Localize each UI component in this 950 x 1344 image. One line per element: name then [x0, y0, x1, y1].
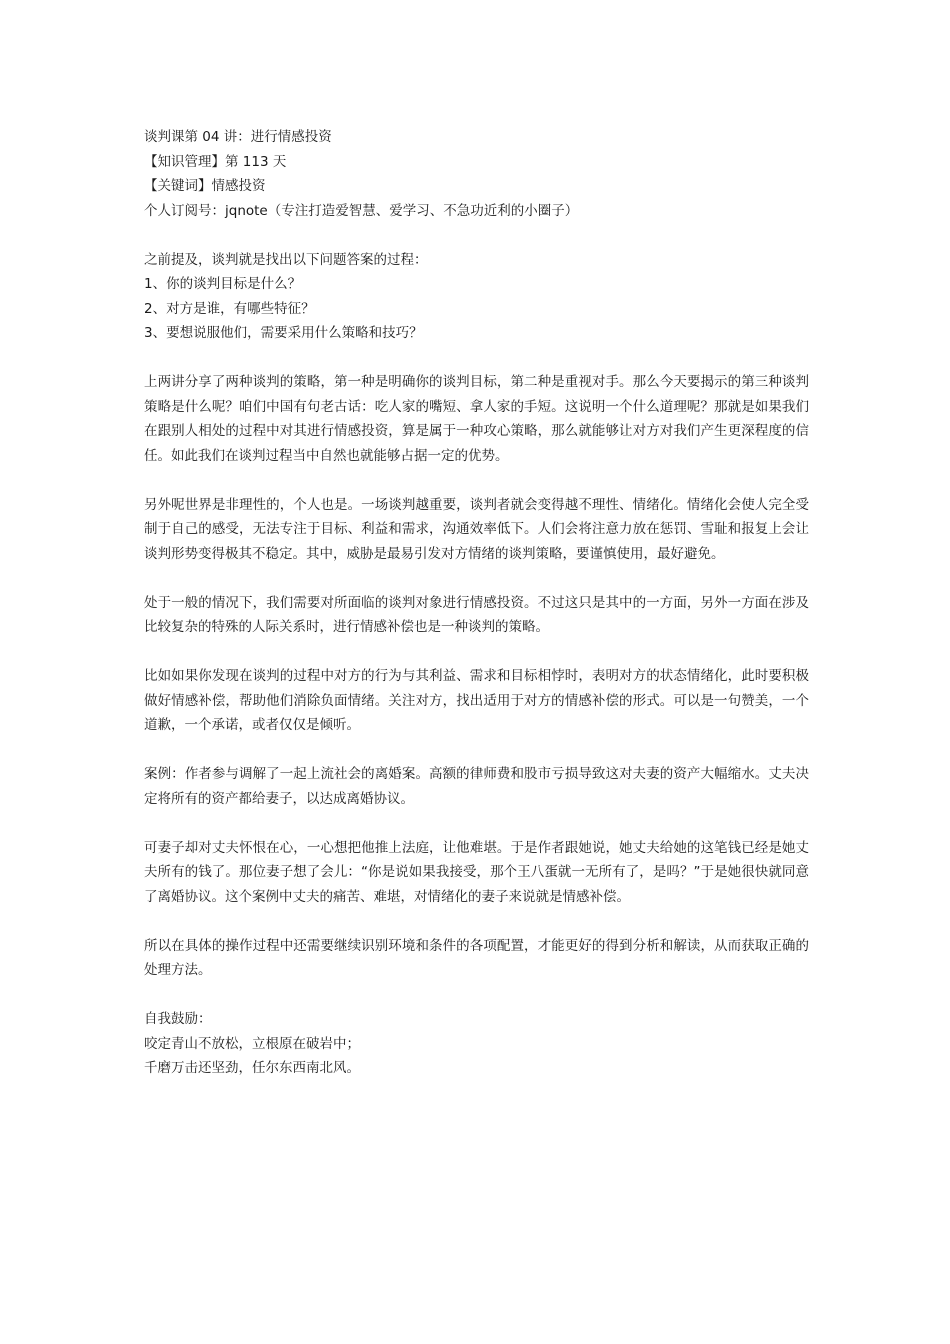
paragraph-strategy: 上两讲分享了两种谈判的策略，第一种是明确你的谈判目标，第二种是重视对手。那么今天要揭示的第三种谈判策略是什么呢？咱们中国有句老古话：吃人家的嘴短、拿人家的手短。这说明一个什么道理呢？那就是如果我们在跟别人相处的过程中对其进行情感投资，算是属于一种攻心策略，那么就能够让对方对我们产生更深程度的信任。如此我们在谈判过程当中自然也就能够占据一定的优势。 [144, 374, 809, 464]
document-header [144, 125, 809, 223]
motto-line: 千磨万击还坚劲，任尔东西南北风。 [144, 1060, 360, 1076]
motto-heading: 自我鼓励： [144, 1011, 212, 1027]
question-item: 3、要想说服他们，需要采用什么策略和技巧？ [144, 325, 423, 341]
question-item: 2、对方是谁，有哪些特征？ [144, 300, 315, 317]
keyword-line: 【关键词】情感投资 [144, 178, 266, 194]
knowledge-day: 【知识管理】第 113 天 [144, 153, 287, 170]
document-title: 谈判课第 04 讲：进行情感投资 [144, 129, 332, 145]
intro-section [144, 248, 809, 346]
intro-lead: 之前提及，谈判就是找出以下问题答案的过程： [144, 251, 428, 268]
paragraph-conclusion: 所以在具体的操作过程中还需要继续识别环境和条件的各项配置，才能更好的得到分析和解读，从而获取正确的处理方法。 [144, 937, 809, 978]
paragraph-emotional-investment: 处于一般的情况下，我们需要对所面临的谈判对象进行情感投资。不过这只是其中的一方面，另外一方面在涉及比较复杂的特殊的人际关系时，进行情感补偿也是一种谈判的策略。 [144, 594, 809, 635]
motto-line: 咬定青山不放松，立根原在破岩中； [144, 1035, 360, 1052]
question-item: 1、你的谈判目标是什么？ [144, 276, 302, 292]
document-body [144, 125, 809, 1081]
motto-section [144, 1007, 809, 1081]
paragraph-case: 案例：作者参与调解了一起上流社会的离婚案。高额的律师费和股市亏损导致这对夫妻的资产大幅缩水。丈夫决定将所有的资产都给妻子，以达成离婚协议。 [144, 766, 809, 807]
subscription-line: 个人订阅号：jqnote（专注打造爱智慧、爱学习、不急功近利的小圈子） [144, 202, 579, 219]
paragraph-case-outcome: 可妻子却对丈夫怀恨在心，一心想把他推上法庭，让他难堪。于是作者跟她说，她丈夫给她的这笔钱已经是她丈夫所有的钱了。那位妻子想了会儿：“你是说如果我接受，那个王八蛋就一无所有了，是吗？”于是她很快就同意了离婚协议。这个案例中丈夫的痛苦、难堪，对情绪化的妻子来说就是情感补偿。 [144, 839, 809, 905]
paragraph-compensation: 比如如果你发现在谈判的过程中对方的行为与其利益、需求和目标相悖时，表明对方的状态情绪化，此时要积极做好情感补偿，帮助他们消除负面情绪。关注对方，找出适用于对方的情感补偿的形式。可以是一句赞美，一个道歉，一个承诺，或者仅仅是倾听。 [144, 668, 809, 733]
paragraph-irrationality: 另外呢世界是非理性的，个人也是。一场谈判越重要，谈判者就会变得越不理性、情绪化。情绪化会使人完全受制于自己的感受，无法专注于目标、利益和需求，沟通效率低下。人们会将注意力放在惩罚、雪耻和报复上会让谈判形势变得极其不稳定。其中，威胁是最易引发对方情绪的谈判策略，要谨慎使用，最好避免。 [144, 496, 809, 562]
